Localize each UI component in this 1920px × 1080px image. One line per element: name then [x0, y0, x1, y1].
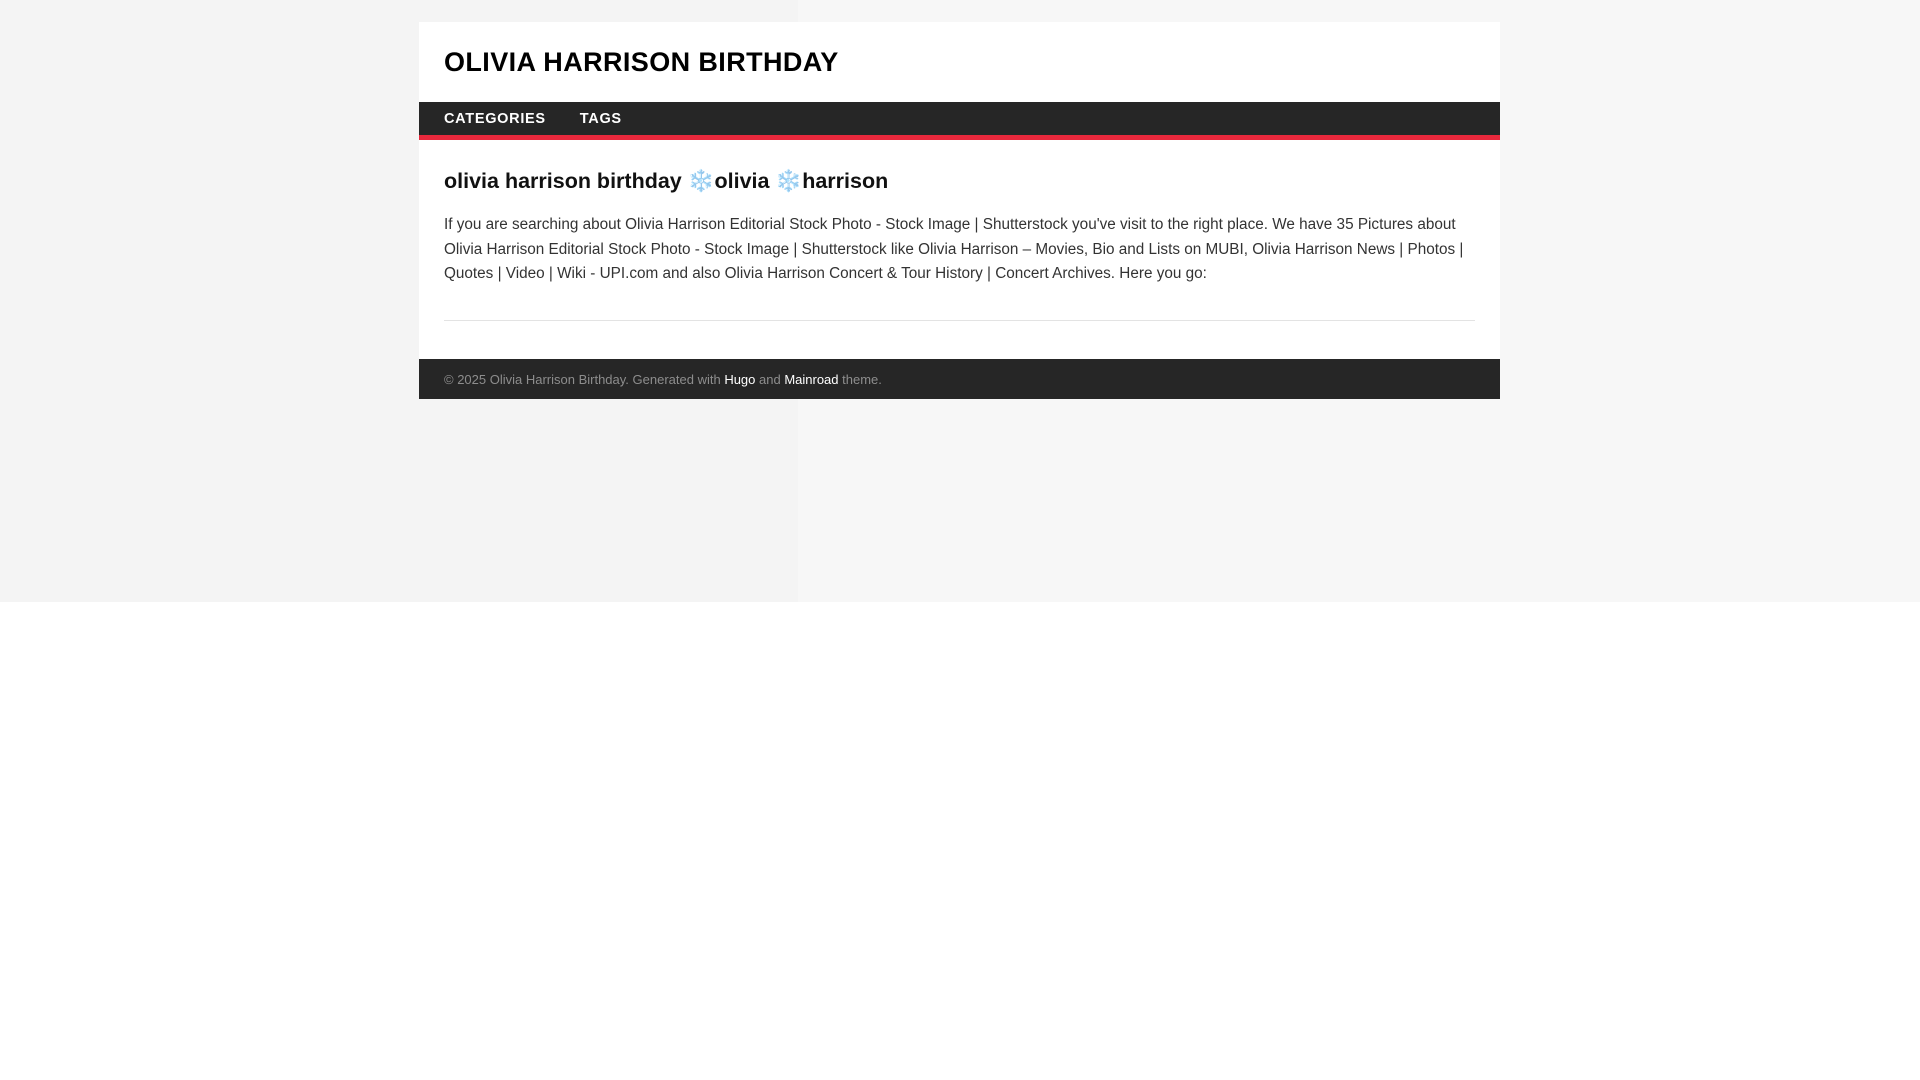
site-footer	[419, 359, 1500, 399]
nav-item-categories[interactable]: CATEGORIES	[444, 110, 546, 127]
footer-copyright: © 2025 Olivia Harrison Birthday. Generated with	[444, 371, 725, 387]
content-spacer	[444, 329, 1475, 359]
nav-item-tags[interactable]: TAGS	[579, 110, 622, 127]
site-header	[419, 22, 1500, 102]
site-container	[419, 22, 1500, 399]
footer-theme-suffix: theme.	[838, 371, 882, 387]
site-title-link[interactable]: OLIVIA HARRISON BIRTHDAY	[444, 46, 839, 77]
main-content	[419, 140, 1500, 359]
post-title: olivia harrison birthday ❄️olivia️ ❄️harrison️	[444, 169, 889, 193]
page-title	[444, 46, 839, 77]
footer-hugo-link[interactable]: Hugo	[724, 371, 756, 387]
content-divider	[444, 320, 1475, 321]
main-navigation	[419, 102, 1500, 140]
post-body: If you are searching about Olivia Harrison Editorial Stock Photo - Stock Image | Shutterstock you've visit to the right place. We have 35 Pictures about Olivia Harrison Editorial Stock Photo - Stock Image | Shutterstock like Olivia Harrison – Movies, Bio and Lists on MUBI, Olivia Harrison News | Photos | Quotes | Video | Wiki - UPI.com and also Olivia Harrison Concert & Tour History | Concert Archives. Here you go:	[444, 215, 1464, 283]
footer-theme-link[interactable]: Mainroad	[784, 371, 839, 387]
footer-and-label: and	[755, 371, 785, 387]
